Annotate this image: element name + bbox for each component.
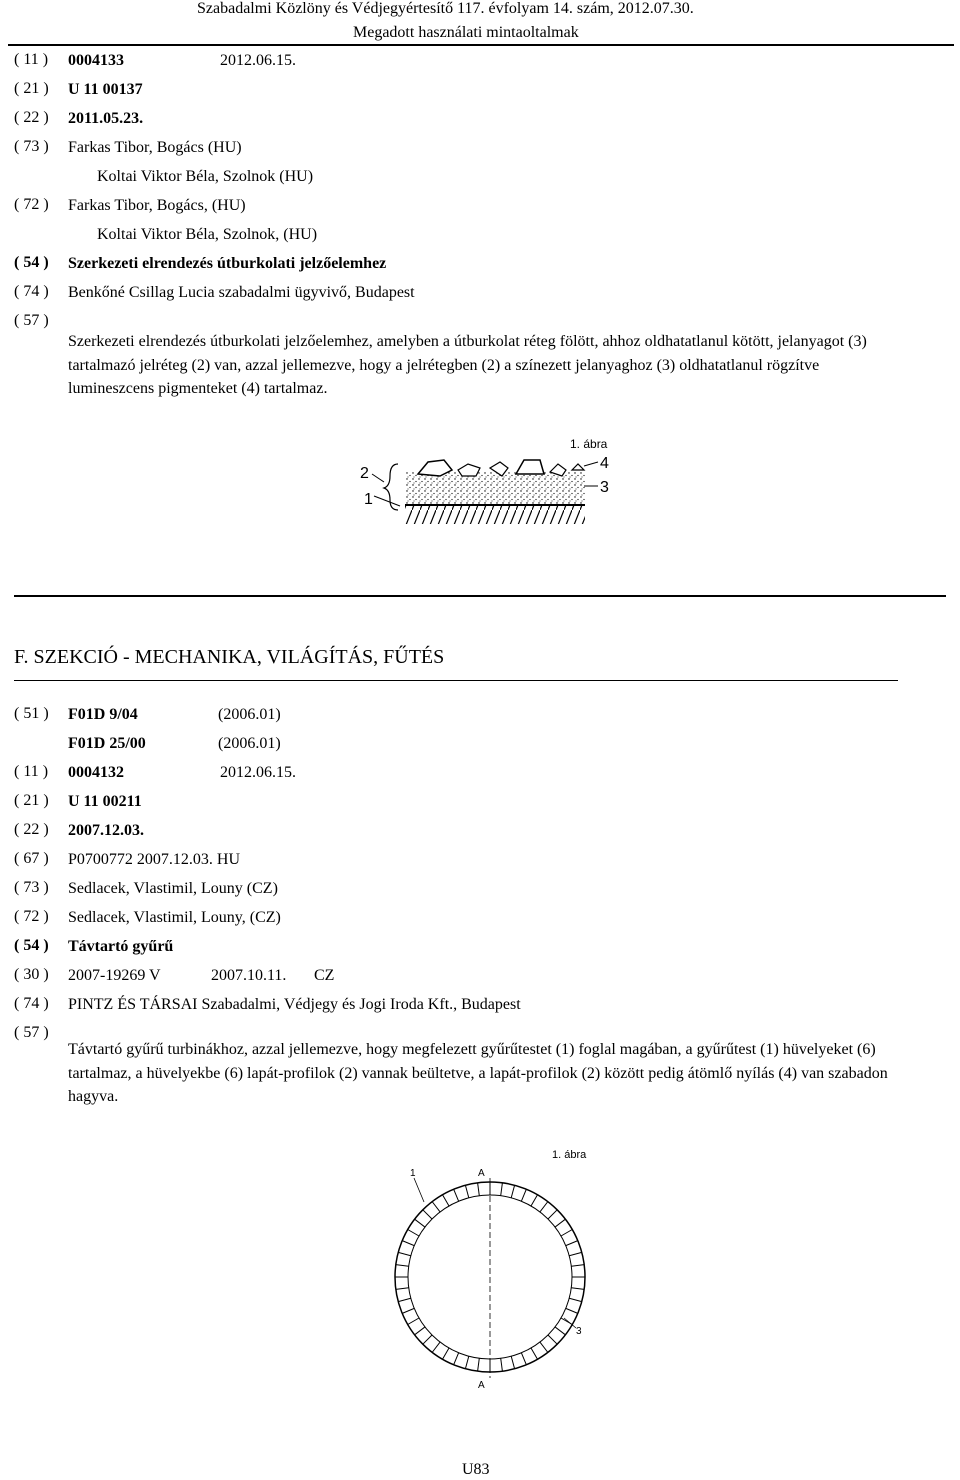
inid-73: ( 73 ) (14, 138, 49, 155)
inid-22: ( 22 ) (14, 109, 49, 126)
ring-slot (540, 1342, 548, 1352)
ipc-version: (2006.01) (218, 706, 281, 723)
journal-header: Szabadalmi Közlöny és Védjegyértesítő 117. évfolyam 14. szám, 2012.07.30. (197, 0, 694, 17)
agent: PINTZ ÉS TÁRSAI Szabadalmi, Védjegy és Jogi Iroda Kft., Budapest (68, 996, 521, 1013)
ring-slot (398, 1252, 411, 1255)
ring-slot (531, 1195, 538, 1206)
priority-country: CZ (314, 967, 335, 984)
figure-label-1: 1 (410, 1168, 416, 1179)
inid-57: ( 57 ) (14, 312, 49, 329)
ipc-version: (2006.01) (218, 735, 281, 752)
ring-slot (561, 1230, 572, 1237)
ring-slot (540, 1202, 548, 1212)
inid-21: ( 21 ) (14, 80, 49, 97)
ring-slot (408, 1230, 419, 1237)
application-number: U 11 00137 (68, 81, 143, 98)
inid-72: ( 72 ) (14, 908, 49, 925)
figure-label-4: 4 (600, 455, 609, 472)
ring-slot (443, 1195, 450, 1206)
ring-slot (465, 1185, 468, 1198)
ipc-class: F01D 25/00 (68, 735, 146, 752)
inid-67: ( 67 ) (14, 850, 49, 867)
ring-slot (415, 1219, 425, 1227)
ring-slot (398, 1298, 411, 1301)
inventor: Farkas Tibor, Bogács, (HU) (68, 197, 246, 214)
section-title-underline (14, 680, 898, 681)
ring-slot (511, 1356, 514, 1369)
section-title: F. SZEKCIÓ - MECHANIKA, VILÁGÍTÁS, FŰTÉS (14, 646, 445, 668)
ring-slot (478, 1183, 480, 1196)
grant-date: 2012.06.15. (220, 52, 296, 69)
ring-slot (548, 1210, 557, 1219)
ring-slot (402, 1241, 414, 1246)
figure-label-3: 3 (576, 1326, 582, 1337)
owner: Farkas Tibor, Bogács (HU) (68, 139, 242, 156)
ring-slot (454, 1353, 459, 1365)
ring-slot (478, 1358, 480, 1371)
section-header: Megadott használati mintaoltalmak (353, 24, 579, 41)
inid-11: ( 11 ) (14, 763, 49, 780)
ring-slot (566, 1308, 578, 1313)
inventor: Koltai Viktor Béla, Szolnok, (HU) (97, 226, 318, 243)
inid-51: ( 51 ) (14, 705, 49, 722)
spacer-ring-figure (380, 1140, 620, 1390)
inid-73: ( 73 ) (14, 879, 49, 896)
ring-slot (423, 1335, 432, 1344)
inid-30: ( 30 ) (14, 966, 49, 983)
ring-slot (443, 1348, 450, 1359)
ring-slot (548, 1335, 557, 1344)
inid-74: ( 74 ) (14, 283, 49, 300)
inid-72: ( 72 ) (14, 196, 49, 213)
ring-slot (465, 1356, 468, 1369)
grant-date: 2012.06.15. (220, 764, 296, 781)
ipc-class: F01D 9/04 (68, 706, 138, 723)
figure-label-a-top: A (478, 1168, 485, 1179)
patent-number: 0004132 (68, 764, 124, 781)
agent: Benkőné Csillag Lucia szabadalmi ügyvivő, Budapest (68, 284, 415, 301)
ring-slot (555, 1327, 565, 1335)
ring-slot (454, 1189, 459, 1201)
ring-slot (531, 1348, 538, 1359)
priority-date: 2007.10.11. (211, 967, 287, 984)
utility-model-title: Távtartó gyűrű (68, 938, 174, 955)
owner: Koltai Viktor Béla, Szolnok (HU) (97, 168, 314, 185)
figure-caption: 1. ábra (570, 437, 608, 451)
section-divider (14, 595, 946, 597)
ring-slot (569, 1252, 582, 1255)
ring-slot (521, 1189, 526, 1201)
patent-number: 0004133 (68, 52, 124, 69)
inid-21: ( 21 ) (14, 792, 49, 809)
road-marking-figure (340, 430, 630, 525)
figure-label-1: 1 (364, 491, 373, 508)
ring-slot (423, 1210, 432, 1219)
inid-74: ( 74 ) (14, 995, 49, 1012)
ring-slot (521, 1353, 526, 1365)
ring-slot (432, 1342, 440, 1352)
ring-slot (396, 1288, 409, 1290)
inid-54: ( 54 ) (14, 937, 49, 954)
ring-slot (501, 1183, 503, 1196)
filing-date: 2011.05.23. (68, 110, 144, 127)
ring-slot (571, 1288, 584, 1290)
inid-54: ( 54 ) (14, 254, 49, 271)
ring-slot (569, 1298, 582, 1301)
ring-slot (566, 1241, 578, 1246)
priority-number: 2007-19269 V (68, 967, 161, 984)
filing-date: 2007.12.03. (68, 822, 144, 839)
conversion-data: P0700772 2007.12.03. HU (68, 851, 241, 868)
figure-label-2: 2 (360, 465, 369, 482)
inventor: Sedlacek, Vlastimil, Louny, (CZ) (68, 909, 281, 926)
figure-caption: 1. ábra (552, 1149, 587, 1161)
abstract: Távtartó gyűrű turbinákhoz, azzal jellemezve, hogy megfelezett gyűrűtestet (1) foglal magában, a gyűrűtest (1) hüvelyeket (6) tartalmaz, a hüvelyekbe (6) lapát-profilok (2) vannak beültetve, a lapát-profilok (2) között pedig átömlő nyílás (4) van szabadon hagyva. (68, 1041, 888, 1105)
application-number: U 11 00211 (68, 793, 142, 810)
utility-model-title: Szerkezeti elrendezés útburkolati jelzőelemhez (68, 255, 387, 272)
inid-11: ( 11 ) (14, 51, 49, 68)
ring-slot (432, 1202, 440, 1212)
ring-slot (415, 1327, 425, 1335)
ring-slot (511, 1185, 514, 1198)
ring-slot (571, 1265, 584, 1267)
ring-slot (402, 1308, 414, 1313)
ring-slot (501, 1358, 503, 1371)
page-number: U83 (462, 1461, 490, 1478)
ring-slot (555, 1219, 565, 1227)
ring-slot (408, 1318, 419, 1325)
inid-57: ( 57 ) (14, 1024, 49, 1041)
figure-label-a-bottom: A (478, 1380, 485, 1390)
figure-label-3: 3 (600, 479, 609, 496)
inid-22: ( 22 ) (14, 821, 49, 838)
owner: Sedlacek, Vlastimil, Louny (CZ) (68, 880, 278, 897)
abstract: Szerkezeti elrendezés útburkolati jelzőelemhez, amelyben a útburkolat réteg fölött, ahhoz oldhatatlanul kötött, jelanyagot (3) tartalmazó jelréteg (2) van, azzal jellemezve, hogy a jelrétegben (2) a színezett jelanyaghoz (3) oldhatatlanul rögzítve lumineszcens pigmenteket (4) tartalmaz. (68, 333, 867, 397)
header-rule (8, 44, 954, 46)
ring-slot (396, 1265, 409, 1267)
